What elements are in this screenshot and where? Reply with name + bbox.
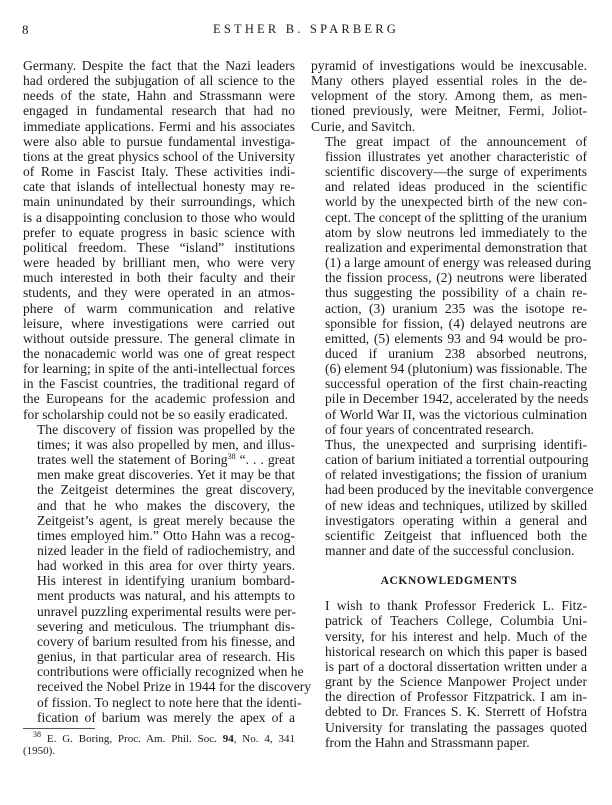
text-line: contributions were officially recognized when he — [37, 664, 304, 680]
text-line: Many others played essential roles in the de- — [311, 73, 587, 89]
text-line: action, (3) uranium 235 was the isotope re- — [325, 300, 587, 316]
right-column — [311, 58, 594, 750]
footnote — [23, 729, 295, 758]
text-line: the Europeans for the academic profession and — [23, 391, 295, 407]
text-line: were also able to pursue fundamental investiga- — [23, 133, 295, 149]
text-line: leisure, where investigations were carried out — [23, 315, 295, 331]
text-line: much interested in both their faculty and their — [23, 270, 295, 286]
text-line: men make great discoveries. Yet it may be that — [37, 467, 295, 483]
text-line: students, and they were operated in an atmos- — [23, 285, 295, 301]
text-line: historical research on which this paper is based — [325, 643, 587, 659]
text-line: the Zeitgeist determines the great discovery, — [37, 482, 295, 498]
text-line — [23, 452, 295, 467]
text-line: Curie, and Savitch. — [311, 118, 416, 134]
text-line: immediate applications. Fermi and his associates — [23, 118, 295, 134]
text-line: needs of the state, Hahn and Strassmann were — [23, 88, 295, 104]
text-line: the direction of Professor Fitzpatrick. I am in- — [325, 689, 587, 705]
text-line: without outside pressure. The general climate in — [23, 330, 295, 346]
text-line: I wish to thank Professor Frederick L. Fitz- — [325, 598, 587, 614]
acknowledgments-paragraph — [311, 598, 587, 750]
left-column — [23, 58, 312, 758]
footnote-citation: E. G. Boring, Proc. Am. Phil. Soc. — [41, 732, 223, 745]
text-line: duced if uranium 238 absorbed neutrons, — [325, 345, 587, 361]
text-line: is a disappointing conclusion to those who would — [23, 209, 295, 225]
text-line: world by the unexpected birth of the new con- — [325, 194, 587, 210]
text-line: of four years of concentrated research. — [325, 421, 535, 437]
text-line: grant by the Science Manpower Project under — [325, 674, 587, 690]
footnote-reference[interactable]: 38 — [227, 452, 236, 462]
footnote-number: 38 — [33, 729, 41, 739]
text-line: University for translating the passages quoted — [325, 719, 587, 735]
text-line: of fission. To neglect to note here that the identi- — [37, 694, 302, 710]
text-line: nized leader in the field of radiochemistry, and — [37, 543, 295, 558]
acknowledgments-heading: ACKNOWLEDGMENTS — [380, 575, 518, 588]
text-line: versity, for his interest and help. Much of the — [325, 628, 587, 644]
text-line: fission illustrates yet another characteristic of — [325, 148, 587, 164]
text-line: main uninundated by their surroundings, which — [23, 194, 295, 210]
text-line: manner and date of the successful conclusion. — [325, 543, 575, 558]
footnote-line — [23, 729, 295, 746]
text-line: pyramid of investigations would be inexcusable. — [311, 58, 587, 73]
text-line: His interest in identifying uranium bombard- — [37, 573, 295, 589]
text-line: ment products was natural, and his attempts to — [37, 588, 295, 604]
text-line: covery of barium resulted from his finesse, and — [37, 633, 295, 649]
text-line: of Rome in Fascist Italy. These activities indi- — [23, 164, 295, 180]
text-line: of World War II, was the victorious culmination — [325, 406, 587, 422]
text-line: cept. The concept of the splitting of the uranium — [325, 209, 588, 225]
text-line: and related ideas produced in the scientific — [325, 179, 587, 195]
text-line: The great impact of the announcement of — [325, 133, 587, 149]
text-line: unravel puzzling experimental results were per- — [37, 603, 297, 619]
text-line: were headed by brilliant men, who were very — [23, 255, 295, 271]
text-line: scientific Zeitgeist that influenced both the — [325, 527, 587, 543]
text-line: had worked in this area for over thirty years. — [37, 558, 295, 574]
text-line: prefer to equate progress in basic science with — [23, 224, 295, 240]
text-line: The discovery of fission was propelled by the — [37, 421, 295, 437]
paragraph-conclusion — [311, 436, 594, 558]
text-line: from the Hahn and Strassmann paper. — [325, 734, 530, 750]
footnote-volume: 94 — [222, 732, 234, 745]
text-line: for scholarship could not be so easily eradicated. — [23, 406, 288, 422]
running-head: ESTHER B. SPARBERG — [213, 22, 399, 36]
footnote-citation-rest: , No. 4, 341 — [233, 732, 295, 745]
text-fragment: trates well the statement of Boring — [37, 452, 228, 468]
text-line: had ordered the subjugation of all science to the — [23, 73, 295, 89]
text-line: and that he who makes the discovery, the — [37, 497, 295, 513]
text-line: tioned previously, were Meitner, Fermi, Joliot- — [311, 103, 587, 119]
text-line: pile in December 1942, accelerated by the needs — [325, 391, 589, 407]
text-line: received the Nobel Prize in 1944 for the discovery — [37, 679, 312, 695]
text-line: cate that islands of intellectual honesty may re- — [23, 179, 295, 195]
text-line: thus suggesting the possibility of a chain re- — [325, 285, 587, 301]
text-line: severing and meticulous. The triumphant dis- — [37, 618, 295, 634]
paragraph-pyramid — [311, 58, 587, 134]
text-line: velopment of the story. Among them, as men- — [311, 88, 587, 104]
text-line: debted to Dr. Frances S. K. Sterrett of Hofstra — [325, 704, 587, 720]
text-line: successful operation of the first chain-reacting — [325, 376, 587, 392]
text-line: sponsible for fission, (4) delayed neutrons are — [325, 315, 587, 331]
footnote-line: (1950). — [23, 745, 56, 758]
text-line: for learning; in spite of the anti-intellectual forces — [23, 361, 295, 377]
text-line: genius, in that particular area of research. His — [37, 649, 295, 665]
text-line: atom by slow neutrons led immediately to the — [325, 224, 587, 240]
text-line: (6) element 94 (plutonium) was fissionable. The — [325, 361, 588, 377]
text-line: (1) a large amount of energy was released during — [325, 255, 591, 271]
text-line: in the Fascist countries, the traditional regard of — [23, 376, 295, 392]
text-line: Germany. Despite the fact that the Nazi leaders — [23, 58, 295, 73]
text-line: times; it was also propelled by men, and illus- — [37, 436, 295, 452]
paragraph-discovery-of-fission — [23, 421, 312, 725]
text-line: fication of barium was merely the apex of a — [37, 709, 295, 725]
text-line: engaged in fundamental research that had no — [23, 103, 295, 119]
text-line: the nonacademic world was one of great respect — [23, 345, 295, 361]
text-line: is part of a doctoral dissertation written under a — [325, 658, 587, 674]
text-fragment: “. . . great — [235, 452, 295, 468]
text-line: Zeitgeist’s agent, is great merely because the — [37, 512, 295, 528]
paragraph-great-impact — [311, 133, 591, 437]
text-line: of new ideas and techniques, utilized by skilled — [325, 497, 587, 513]
text-line: political freedom. These “island” institutions — [23, 239, 295, 255]
text-line: Thus, the unexpected and surprising identifi- — [325, 436, 587, 452]
text-line: emitted, (5) elements 93 and 94 would be pro- — [325, 330, 587, 346]
page-header — [22, 22, 590, 40]
text-line: tions at the great physics school of the University — [23, 148, 295, 164]
text-line: scientific discovery—the surge of experiments — [325, 164, 587, 180]
text-line: times employed him.” Otto Hahn was a recog- — [37, 527, 295, 543]
text-line: patrick of Teachers College, Columbia Uni- — [325, 613, 587, 629]
text-line: had been produced by the inevitable convergence — [325, 482, 594, 498]
page-number: 8 — [22, 22, 29, 37]
text-line: realization and experimental demonstration that — [325, 239, 587, 255]
text-line: cation of barium initiated a torrential outpouring — [325, 452, 589, 468]
text-line: the fission process, (2) neutrons were liberated — [325, 270, 587, 286]
footnote-divider — [23, 728, 95, 729]
text-line: of related investigations; the fission of uranium — [325, 467, 587, 483]
text-line: investigators operating within a general and — [325, 512, 587, 528]
text-line: phere of warm communication and relative — [23, 300, 295, 316]
paragraph-continuation — [23, 58, 295, 422]
